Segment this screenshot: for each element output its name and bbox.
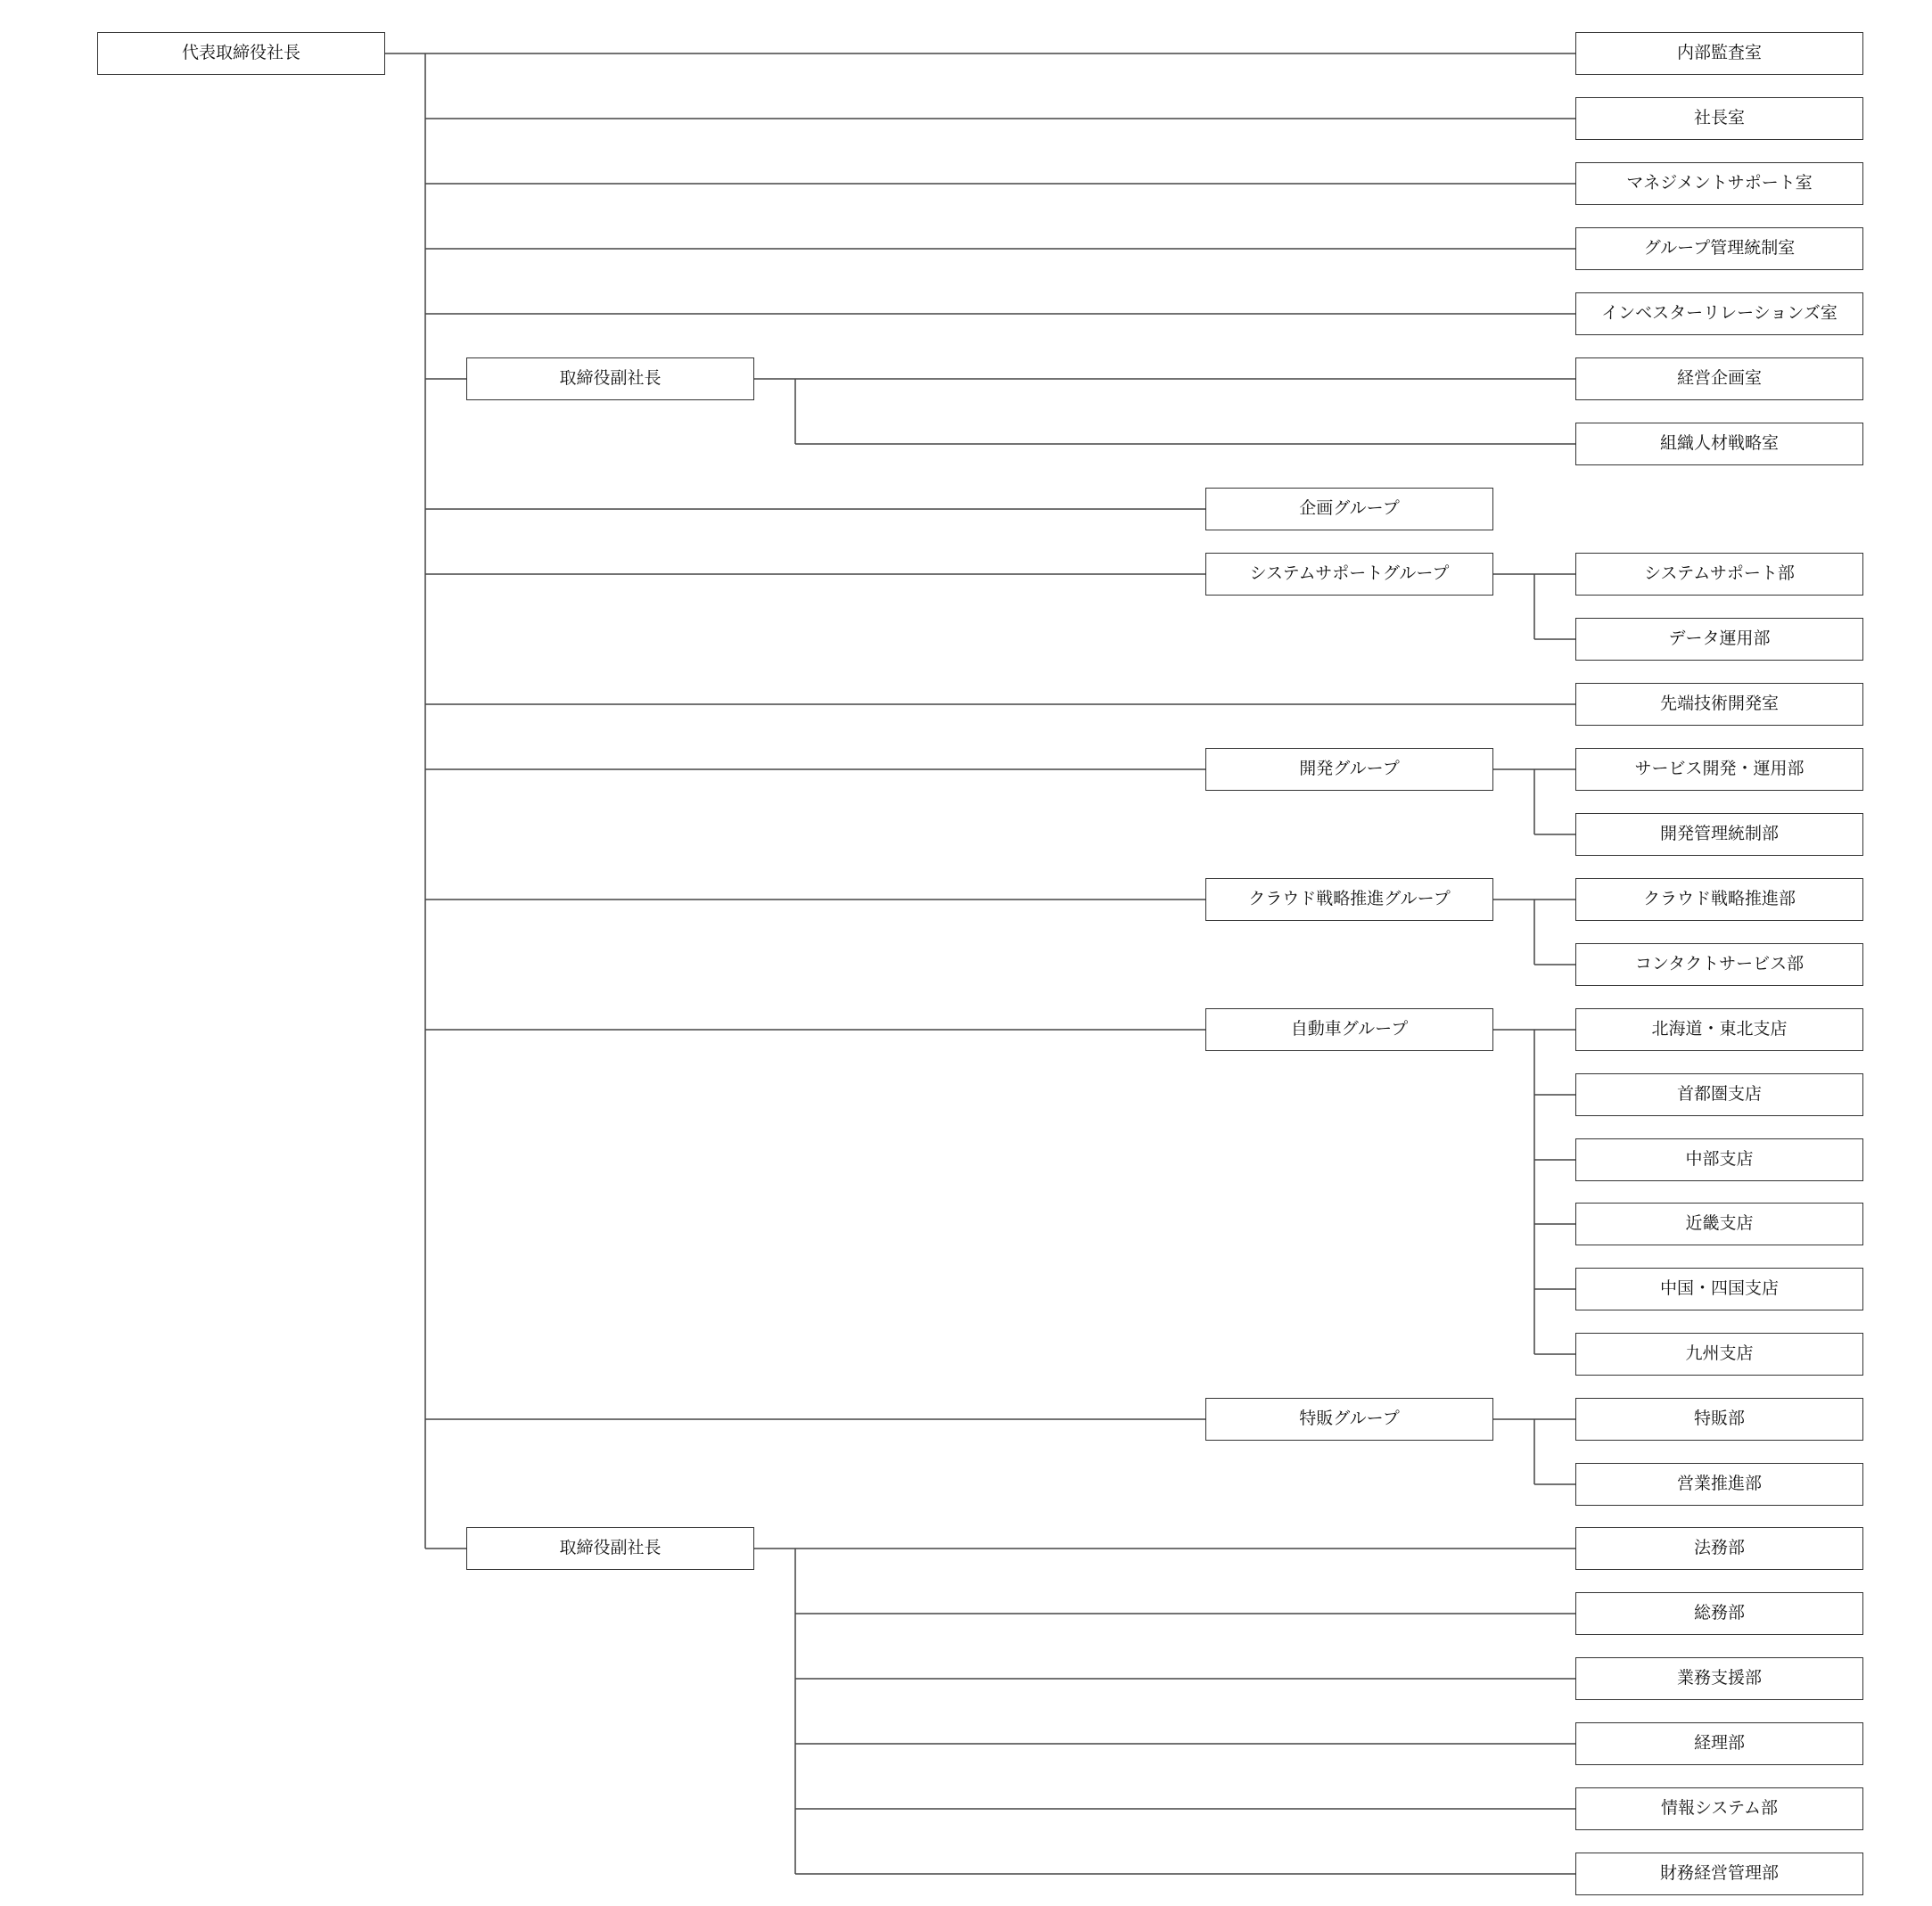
node-vp-2: 取締役副社長 — [466, 1527, 754, 1570]
node-management-support: マネジメントサポート室 — [1575, 162, 1863, 205]
node-special-sales-dept: 特販部 — [1575, 1398, 1863, 1441]
node-system-support-group: システムサポートグループ — [1205, 553, 1493, 596]
node-cloud-group: クラウド戦略推進グループ — [1205, 878, 1493, 921]
node-data-operations-dept: データ運用部 — [1575, 618, 1863, 661]
node-branch-chugoku-shikoku: 中国・四国支店 — [1575, 1268, 1863, 1310]
node-legal-dept: 法務部 — [1575, 1527, 1863, 1570]
node-contact-service-dept: コンタクトサービス部 — [1575, 943, 1863, 986]
node-corporate-planning: 経営企画室 — [1575, 357, 1863, 400]
node-planning-group: 企画グループ — [1205, 488, 1493, 530]
node-general-affairs-dept: 総務部 — [1575, 1592, 1863, 1635]
node-branch-chubu: 中部支店 — [1575, 1138, 1863, 1181]
node-financial-management-dept: 財務経営管理部 — [1575, 1853, 1863, 1895]
node-hr-strategy: 組織人材戦略室 — [1575, 423, 1863, 465]
node-business-support-dept: 業務支援部 — [1575, 1657, 1863, 1700]
node-accounting-dept: 経理部 — [1575, 1722, 1863, 1765]
node-internal-audit: 内部監査室 — [1575, 32, 1863, 75]
node-branch-kyushu: 九州支店 — [1575, 1333, 1863, 1376]
node-branch-metropolitan: 首都圏支店 — [1575, 1073, 1863, 1116]
node-ceo: 代表取締役社長 — [97, 32, 385, 75]
node-sales-promotion-dept: 営業推進部 — [1575, 1463, 1863, 1506]
node-branch-hokkaido-tohoku: 北海道・東北支店 — [1575, 1008, 1863, 1051]
node-vp-1: 取締役副社長 — [466, 357, 754, 400]
node-group-control: グループ管理統制室 — [1575, 227, 1863, 270]
node-advanced-tech-office: 先端技術開発室 — [1575, 683, 1863, 726]
node-sales-group: 特販グループ — [1205, 1398, 1493, 1441]
node-branch-kinki: 近畿支店 — [1575, 1203, 1863, 1245]
node-information-systems-dept: 情報システム部 — [1575, 1787, 1863, 1830]
node-investor-relations: インベスターリレーションズ室 — [1575, 292, 1863, 335]
node-system-support-dept: システムサポート部 — [1575, 553, 1863, 596]
node-service-dev-ops-dept: サービス開発・運用部 — [1575, 748, 1863, 791]
node-president-office: 社長室 — [1575, 97, 1863, 140]
node-auto-group: 自動車グループ — [1205, 1008, 1493, 1051]
node-dev-control-dept: 開発管理統制部 — [1575, 813, 1863, 856]
node-cloud-strategy-dept: クラウド戦略推進部 — [1575, 878, 1863, 921]
node-dev-group: 開発グループ — [1205, 748, 1493, 791]
